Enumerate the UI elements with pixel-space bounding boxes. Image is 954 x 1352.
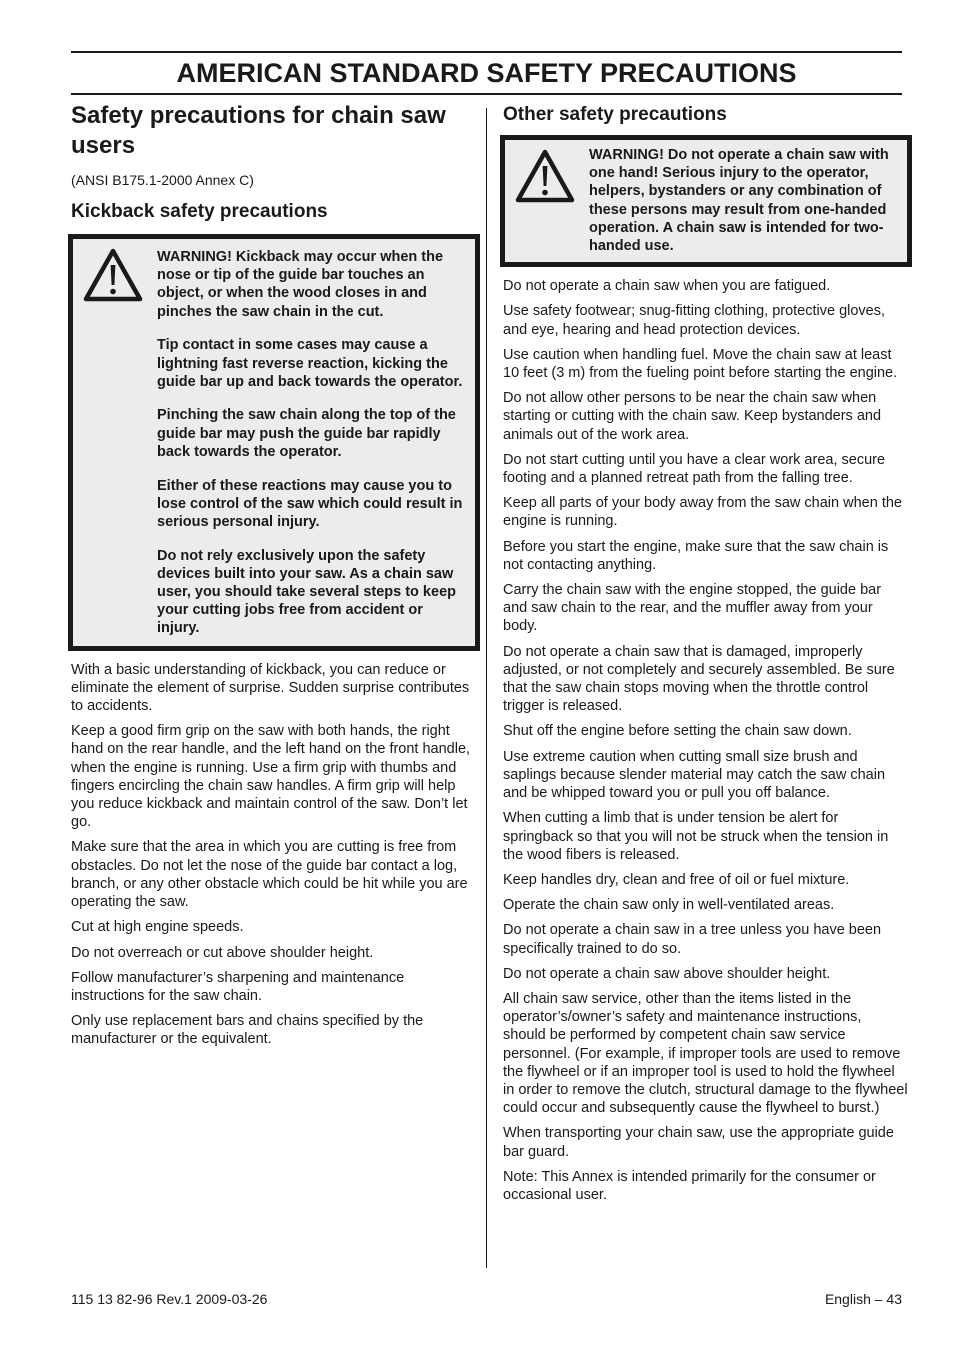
body-paragraph: Do not operate a chain saw when you are fatigued. [503, 278, 831, 295]
kickback-heading: Kickback safety precautions [71, 201, 328, 222]
body-paragraph: When cutting a limb that is under tension be alert for springback so that you will not be struck when the tension in the wood fibers is released. [503, 810, 889, 863]
warning-text: Do not rely exclusively upon the safety devices built into your saw. As a chain saw user, you should take several steps to keep your cutting jobs free from accident or injury. [157, 547, 456, 637]
column-divider [486, 108, 487, 1268]
other-paragraphs [503, 277, 908, 1204]
ansi-reference: (ANSI B175.1-2000 Annex C) [71, 172, 254, 188]
body-paragraph: When transporting your chain saw, use the appropriate guide bar guard. [503, 1125, 894, 1160]
section-title: Safety precautions for chain saw users [71, 102, 446, 159]
page-header: AMERICAN STANDARD SAFETY PRECAUTIONS [176, 58, 797, 88]
body-paragraph: Cut at high engine speeds. [71, 919, 244, 936]
warning-text: Pinching the saw chain along the top of the guide bar may push the guide bar rapidly back towards the operator. [157, 407, 456, 460]
body-paragraph: Do not operate a chain saw in a tree unless you have been specifically trained to do so. [503, 922, 882, 957]
warning-triangle-icon [514, 148, 576, 204]
body-paragraph: Operate the chain saw only in well-ventilated areas. [503, 897, 835, 914]
warning-triangle-icon [82, 247, 144, 303]
body-paragraph: Follow manufacturer’s sharpening and maintenance instructions for the saw chain. [71, 969, 405, 1004]
header-rule-top [71, 51, 902, 53]
body-paragraph: Use caution when handling fuel. Move the chain saw at least 10 feet (3 m) from the fueling point before starting the engine. [503, 346, 898, 382]
body-paragraph: Do not allow other persons to be near the chain saw when starting or cutting with the chain saw. Keep bystanders and animals out of the work area. [503, 390, 882, 443]
kickback-warning-box [68, 234, 480, 651]
other-precautions-heading: Other safety precautions [503, 104, 727, 125]
body-paragraph: Keep handles dry, clean and free of oil or fuel mixture. [503, 871, 850, 888]
left-column [71, 101, 481, 1056]
warning-text: Tip contact in some cases may cause a lightning fast reverse reaction, kicking the guide bar up and back towards the operator. [157, 337, 463, 390]
body-paragraph: With a basic understanding of kickback, you can reduce or eliminate the element of surprise. Sudden surprise contributes to accidents. [71, 661, 470, 715]
one-hand-warning-box [500, 135, 912, 267]
body-paragraph: Do not operate a chain saw above shoulder height. [503, 965, 831, 982]
body-paragraph: Do not operate a chain saw that is damaged, improperly adjusted, or not completely and securely assembled. Be sure that the saw chain stops moving when the throttle control trigger is released. [503, 643, 895, 715]
body-paragraph: Carry the chain saw with the engine stopped, the guide bar and saw chain to the rear, and the muffler away from your body. [503, 582, 882, 635]
kickback-paragraphs [71, 661, 481, 1049]
body-paragraph: Do not overreach or cut above shoulder height. [71, 944, 374, 961]
body-paragraph: Keep a good firm grip on the saw with both hands, the right hand on the rear handle, and the left hand on the front handle, when the engine is running. Use a firm grip with thumbs and fingers encircling the chain saw handles. A firm grip will help you reduce kickback and maintain control of the saw. Don’t let go. [71, 723, 471, 831]
body-paragraph: Use safety footwear; snug-fitting clothing, protective gloves, and eye, hearing and head protection devices. [503, 303, 886, 338]
body-paragraph: Shut off the engine before setting the chain saw down. [503, 723, 852, 740]
body-paragraph: Only use replacement bars and chains specified by the manufacturer or the equivalent. [71, 1013, 424, 1048]
header-rule-bottom [71, 93, 902, 95]
body-paragraph: Keep all parts of your body away from the saw chain when the engine is running. [503, 495, 902, 530]
warning-text: Either of these reactions may cause you to lose control of the saw which could result in serious personal injury. [157, 477, 463, 530]
warning-text: WARNING! Do not operate a chain saw with one hand! Serious injury to the operator, helpers, bystanders or any combination of these persons may result from one-handed operation. A chain saw is intended for two-handed use. [589, 147, 889, 255]
body-paragraph: Use extreme caution when cutting small size brush and saplings because slender material may catch the saw chain and be whipped toward you or pull you off balance. [503, 748, 886, 802]
footer-doc-id: 115 13 82-96 Rev.1 2009-03-26 [71, 1291, 268, 1307]
body-paragraph: Make sure that the area in which you are cutting is free from obstacles. Do not let the nose of the guide bar contact a log, branch, or any other obstacle which could be hit while you are operating the saw. [71, 839, 468, 911]
right-column [503, 101, 908, 1211]
footer-page-number: English – 43 [824, 1291, 902, 1307]
warning-text: WARNING! Kickback may occur when the nose or tip of the guide bar touches an object, or when the wood closes in and pinches the saw chain in the cut. [157, 249, 444, 320]
body-paragraph: All chain saw service, other than the items listed in the operator’s/owner’s safety and maintenance instructions, should be performed by competent chain saw service personnel. (For example, if improper tools are used to remove the flywheel or if an improper tool is used to hold the flywheel in order to remove the clutch, structural damage to the flywheel could occur and subsequently cause the flywheel to burst.) [503, 990, 908, 1117]
body-paragraph: Before you start the engine, make sure that the saw chain is not contacting anything. [503, 538, 889, 573]
body-paragraph: Do not start cutting until you have a clear work area, secure footing and a planned retreat path from the falling tree. [503, 451, 886, 487]
body-paragraph: Note: This Annex is intended primarily for the consumer or occasional user. [503, 1168, 876, 1203]
